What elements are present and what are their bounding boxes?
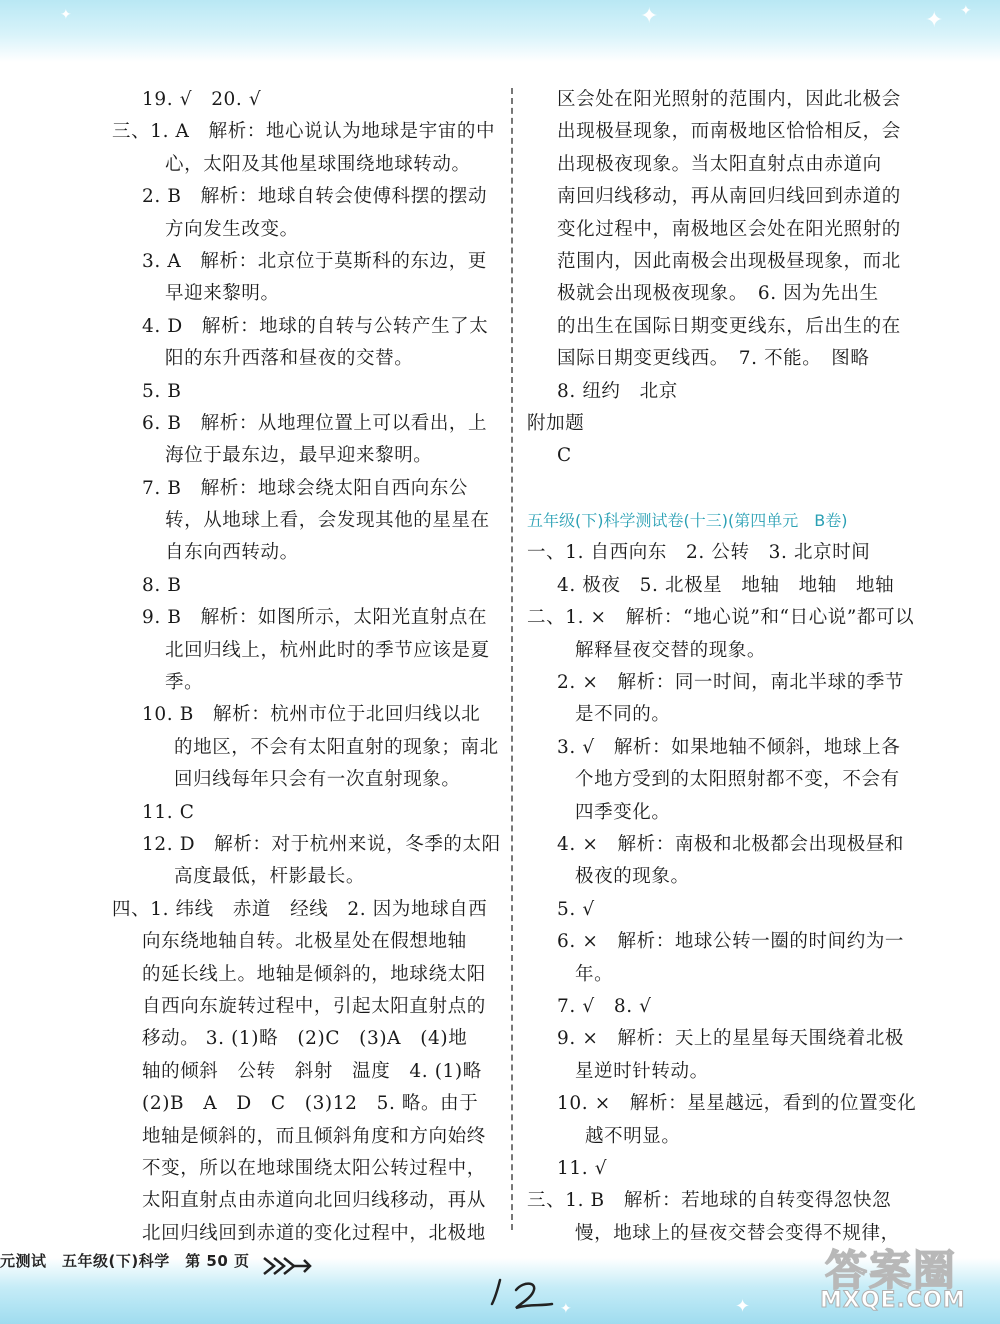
- answer-line: 回归线每年只会有一次直射现象。: [174, 769, 461, 791]
- answer-line: 8. B: [142, 574, 182, 596]
- sparkle-icon: ✦: [560, 1301, 572, 1317]
- answer-line: 4. D 解析：地球的自转与公转产生了太: [142, 315, 489, 337]
- right-column: [527, 84, 917, 1250]
- sparkle-icon: ✦: [60, 7, 72, 23]
- answer-line: 9. × 解析：天上的星星每天围绕着北极: [557, 1028, 905, 1050]
- answer-line: 6. B 解析：从地理位置上可以看出，上: [142, 412, 488, 434]
- answer-line: 出现极夜现象。当太阳直射点由赤道向: [557, 153, 882, 175]
- answer-line: 早迎来黎明。: [165, 283, 280, 305]
- answer-line: 不变，所以在地球围绕太阳公转过程中，: [142, 1157, 486, 1179]
- answer-line: 11. C: [142, 801, 195, 823]
- answer-line: 11. √: [557, 1157, 608, 1179]
- top-decorative-band: [0, 0, 1000, 62]
- answer-line: 轴的倾斜 公转 斜射 温度 4. (1)略: [142, 1060, 482, 1082]
- answer-line: 南回归线移动，再从南回归线回到赤道的: [557, 186, 901, 208]
- answer-line: 四季变化。: [575, 801, 671, 823]
- answer-line: 12. D 解析：对于杭州来说，冬季的太阳: [142, 833, 501, 855]
- answer-line: 极夜的现象。: [575, 866, 690, 888]
- answer-line: 自西向东旋转过程中，引起太阳直射点的: [142, 995, 486, 1017]
- left-column: [112, 84, 501, 1250]
- answer-line: 心，太阳及其他星球围绕地球转动。: [165, 153, 471, 175]
- answer-line: 太阳直射点由赤道向北回归线移动，再从: [142, 1190, 486, 1212]
- section-label-bonus: 附加题: [527, 412, 585, 434]
- answer-line: 方向发生改变。: [165, 218, 299, 240]
- answer-line: 4. 极夜 5. 北极星 地轴 地轴 地轴: [557, 574, 895, 596]
- answer-line: C: [557, 445, 572, 467]
- answer-line: 3. A 解析：北京位于莫斯科的东边，更: [142, 250, 487, 272]
- answer-line: 的地区，不会有太阳直射的现象；南北: [174, 736, 499, 758]
- answer-line: 向东绕地轴自转。北极星处在假想地轴: [142, 931, 467, 953]
- answer-line: 范围内，因此南极会出现极昼现象，而北: [557, 250, 901, 272]
- sparkle-icon: ✦: [640, 4, 659, 29]
- answer-line: 变化过程中，南极地区会处在阳光照射的: [557, 218, 901, 240]
- sparkle-icon: ✦: [960, 3, 972, 19]
- answer-line: 转，从地球上看，会发现其他的星星在: [165, 510, 490, 532]
- answer-line: 极就会出现极夜现象。 6. 因为先出生: [557, 283, 879, 305]
- answer-line: 慢，地球上的昼夜交替会变得不规律，: [575, 1222, 900, 1244]
- handwritten-page-number: [478, 1274, 558, 1314]
- answer-line: 7. √ 8. √: [557, 995, 652, 1017]
- answer-line: 解释昼夜交替的现象。: [575, 639, 767, 661]
- answer-line: 海位于最东边，最早迎来黎明。: [165, 445, 433, 467]
- answer-line: 北回归线上，杭州此时的季节应该是夏: [165, 639, 490, 661]
- answer-line: 季。: [165, 672, 204, 694]
- answer-line: 北回归线回到赤道的变化过程中，北极地: [142, 1222, 486, 1244]
- answer-line: 三、1. B 解析：若地球的自转变得忽快忽: [527, 1190, 892, 1212]
- answer-line: 8. 纽约 北京: [557, 380, 678, 402]
- answer-line: 7. B 解析：地球会绕太阳自西向东公: [142, 477, 469, 499]
- answer-line: 出现极昼现象，而南极地区恰恰相反，会: [557, 121, 901, 143]
- answer-line: 9. B 解析：如图所示，太阳光直射点在: [142, 607, 488, 629]
- answer-line: (2)B A D C (3)12 5. 略。由于: [142, 1093, 479, 1115]
- answer-line: 自东向西转动。: [165, 542, 299, 564]
- answer-line: 四、1. 纬线 赤道 经线 2. 因为地球自西: [112, 898, 488, 920]
- answer-line: 阳的东升西落和昼夜的交替。: [165, 348, 414, 370]
- section-heading: 五年级(下)科学测试卷(十三)(第四单元 B卷): [527, 511, 848, 531]
- answer-line: 星逆时针转动。: [575, 1060, 709, 1082]
- answer-line: 是不同的。: [575, 704, 671, 726]
- answer-line: 10. B 解析：杭州市位于北回归线以北: [142, 704, 481, 726]
- answer-line: 4. × 解析：南极和北极都会出现极昼和: [557, 833, 905, 855]
- answer-line: 2. × 解析：同一时间，南北半球的季节: [557, 672, 905, 694]
- page-footer: 元测试 五年级(下)科学 第 50 页: [0, 1252, 250, 1270]
- answer-line: 年。: [575, 963, 614, 985]
- sparkle-icon: ✦: [735, 1296, 751, 1317]
- answer-line: 移动。 3. (1)略 (2)C (3)A (4)地: [142, 1028, 468, 1050]
- watermark-logo-text: 答案圈: [825, 1246, 958, 1295]
- answer-line: 6. × 解析：地球公转一圈的时间约为一: [557, 931, 905, 953]
- spacer: [527, 473, 912, 505]
- answer-line: 区会处在阳光照射的范围内，因此北极会: [557, 89, 901, 110]
- answer-line: 高度最低，杆影最长。: [174, 866, 366, 888]
- answer-line: 三、1. A 解析：地心说认为地球是宇宙的中: [112, 121, 496, 143]
- arrow-decoration-icon: [262, 1254, 312, 1278]
- column-divider: [511, 88, 513, 1230]
- answer-line: 5. √: [557, 898, 595, 920]
- answer-line: 一、1. 自西向东 2. 公转 3. 北京时间: [527, 542, 871, 564]
- watermark-url: MXQE.COM: [820, 1288, 966, 1313]
- answer-line: 3. √ 解析：如果地轴不倾斜，地球上各: [557, 736, 901, 758]
- answer-line: 二、1. × 解析：“地心说”和“日心说”都可以: [527, 607, 915, 629]
- site-watermark: [815, 1238, 995, 1320]
- answer-line: 10. × 解析：星星越远，看到的位置变化: [557, 1093, 917, 1115]
- answer-line: 的出生在国际日期变更线东，后出生的在: [557, 315, 901, 337]
- answer-line: 国际日期变更线西。 7. 不能。 图略: [557, 348, 870, 370]
- answer-line: 的延长线上。地轴是倾斜的，地球绕太阳: [142, 963, 486, 985]
- answer-line: 19. √ 20. √: [142, 89, 262, 110]
- sparkle-icon: ✦: [925, 8, 944, 33]
- answer-line: 越不明显。: [585, 1125, 681, 1147]
- answer-line: 2. B 解析：地球自转会使傅科摆的摆动: [142, 186, 488, 208]
- answer-line: 地轴是倾斜的，而且倾斜角度和方向始终: [142, 1125, 486, 1147]
- answer-line: 个地方受到的太阳照射都不变，不会有: [575, 769, 900, 791]
- answer-line: 5. B: [142, 380, 182, 402]
